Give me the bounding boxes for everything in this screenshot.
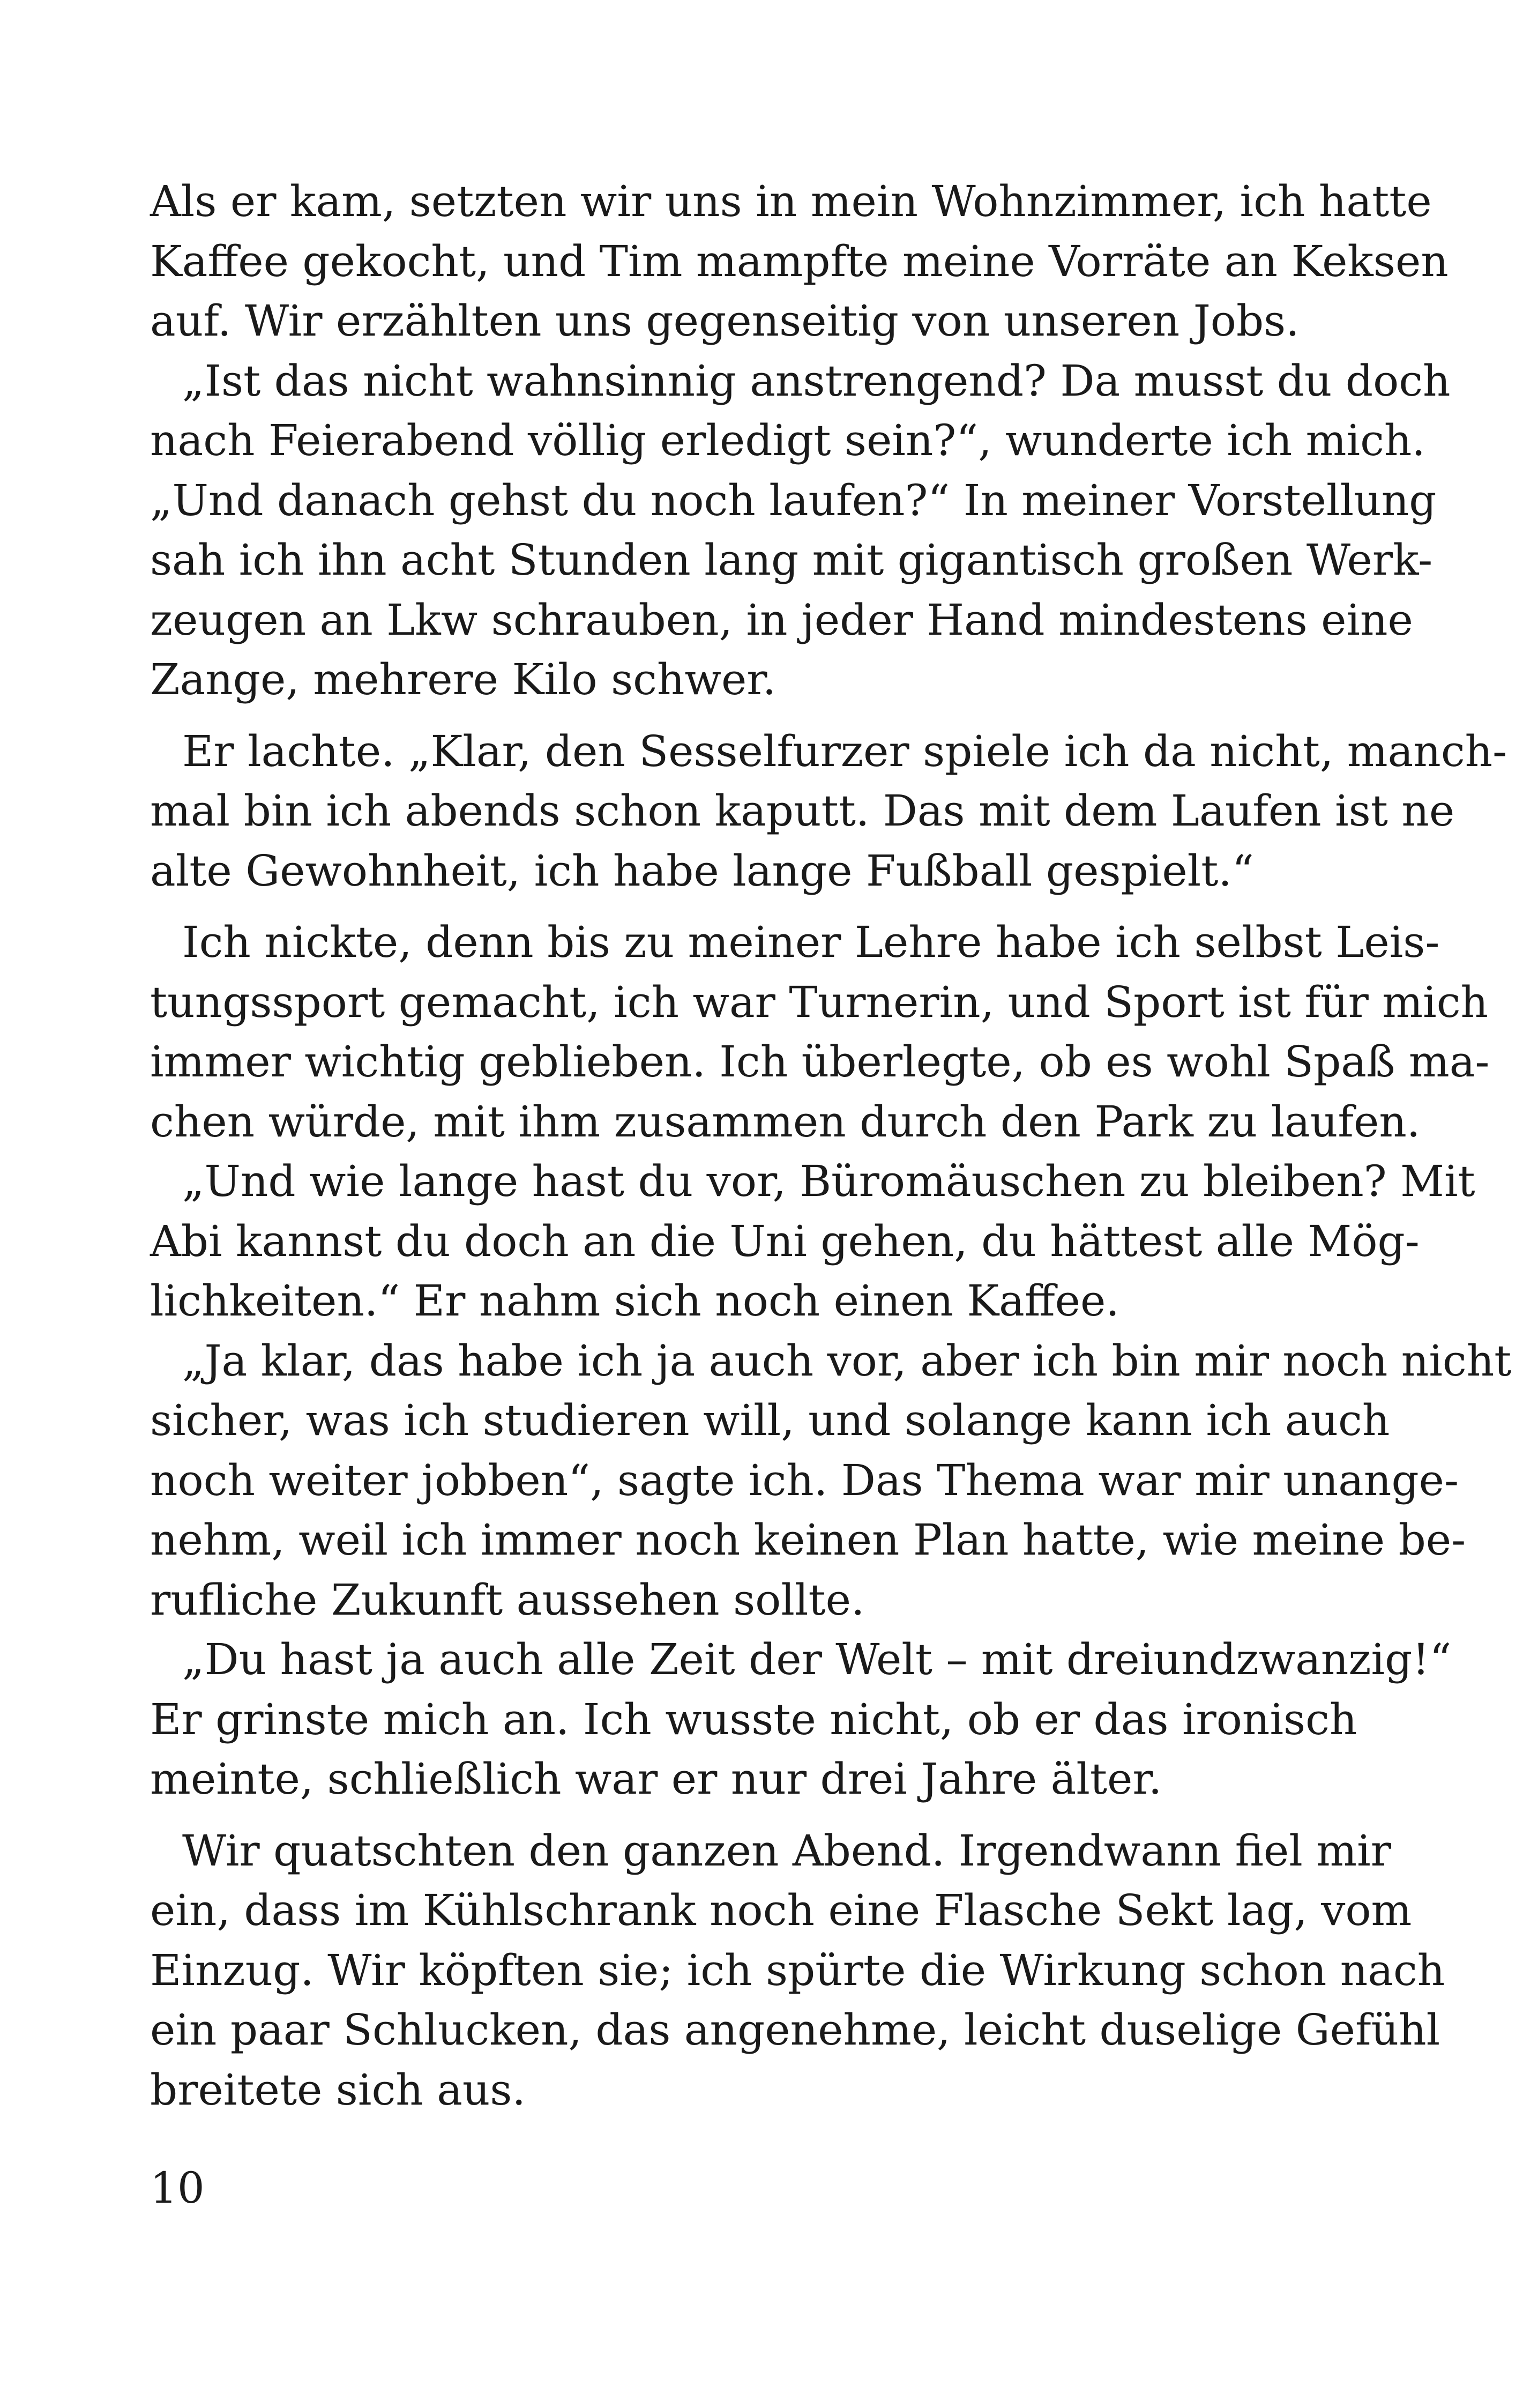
text-line: alte Gewohnheit, ich habe lange Fußball gespielt.“: [150, 845, 1254, 896]
text-line: „Und danach gehst du noch laufen?“ In meiner Vorstellung: [150, 475, 1437, 525]
text-line: meinte, schließlich war er nur drei Jahre älter.: [150, 1754, 1162, 1804]
text-line: Zange, mehrere Kilo schwer.: [150, 655, 777, 704]
page-body: [150, 172, 1512, 2120]
text-line: Kaffee gekocht, und Tim mampfte meine Vorräte an Keksen: [150, 236, 1449, 286]
text-line: tungssport gemacht, ich war Turnerin, und Sport ist für mich: [150, 977, 1489, 1027]
text-line: lichkeiten.“ Er nahm sich noch einen Kaffee.: [150, 1276, 1119, 1326]
text-line: „Ist das nicht wahnsinnig anstrengend? Da musst du doch: [182, 355, 1451, 406]
paragraph: [150, 1151, 1475, 1331]
text-line: nach Feierabend völlig erledigt sein?“, wunderte ich mich.: [150, 415, 1425, 465]
text-line: Er lachte. „Klar, den Sesselfurzer spiele ich da nicht, manch-: [182, 726, 1507, 776]
text-line: „Und wie lange hast du vor, Büromäuschen zu bleiben? Mit: [182, 1156, 1475, 1206]
paragraph: [150, 172, 1449, 351]
page-number: 10: [150, 2163, 205, 2213]
text-line: mal bin ich abends schon kaputt. Das mit dem Laufen ist ne: [150, 786, 1455, 836]
text-line: Einzug. Wir köpften sie; ich spürte die Wirkung schon nach: [150, 1945, 1445, 1995]
text-line: Ich nickte, denn bis zu meiner Lehre habe ich selbst Leis-: [182, 917, 1440, 967]
paragraph: [150, 1630, 1452, 1809]
text-line: sicher, was ich studieren will, und solange kann ich auch: [150, 1395, 1390, 1445]
text-line: auf. Wir erzählten uns gegenseitig von unseren Jobs.: [150, 296, 1300, 346]
paragraph: [150, 1821, 1445, 2120]
text-line: Er grinste mich an. Ich wusste nicht, ob er das ironisch: [150, 1694, 1357, 1744]
text-line: rufliche Zukunft aussehen sollte.: [150, 1574, 865, 1625]
text-line: ein paar Schlucken, das angenehme, leicht duselige Gefühl: [150, 2005, 1440, 2055]
text-line: immer wichtig geblieben. Ich überlegte, ob es wohl Spaß ma-: [150, 1037, 1490, 1087]
text-line: „Ja klar, das habe ich ja auch vor, aber ich bin mir noch nicht: [182, 1335, 1512, 1386]
text-line: sah ich ihn acht Stunden lang mit gigantisch großen Werk-: [150, 535, 1433, 585]
text-line: chen würde, mit ihm zusammen durch den Park zu laufen.: [150, 1096, 1421, 1147]
text-line: zeugen an Lkw schrauben, in jeder Hand mindestens eine: [150, 594, 1413, 645]
paragraph: [150, 1331, 1512, 1630]
paragraph: [150, 351, 1451, 710]
text-line: ein, dass im Kühlschrank noch eine Flasche Sekt lag, vom: [150, 1885, 1412, 1935]
text-line: nehm, weil ich immer noch keinen Plan hatte, wie meine be-: [150, 1515, 1466, 1565]
text-line: „Du hast ja auch alle Zeit der Welt – mit dreiundzwanzig!“: [182, 1634, 1452, 1684]
paragraph: [150, 912, 1490, 1151]
paragraph: [150, 722, 1507, 901]
text-line: Abi kannst du doch an die Uni gehen, du hättest alle Mög-: [150, 1216, 1420, 1266]
text-line: breitete sich aus.: [150, 2064, 526, 2115]
text-line: Als er kam, setzten wir uns in mein Wohnzimmer, ich hatte: [150, 176, 1432, 226]
text-line: noch weiter jobben“, sagte ich. Das Thema war mir unange-: [150, 1455, 1459, 1505]
text-line: Wir quatschten den ganzen Abend. Irgendwann fiel mir: [182, 1825, 1391, 1876]
